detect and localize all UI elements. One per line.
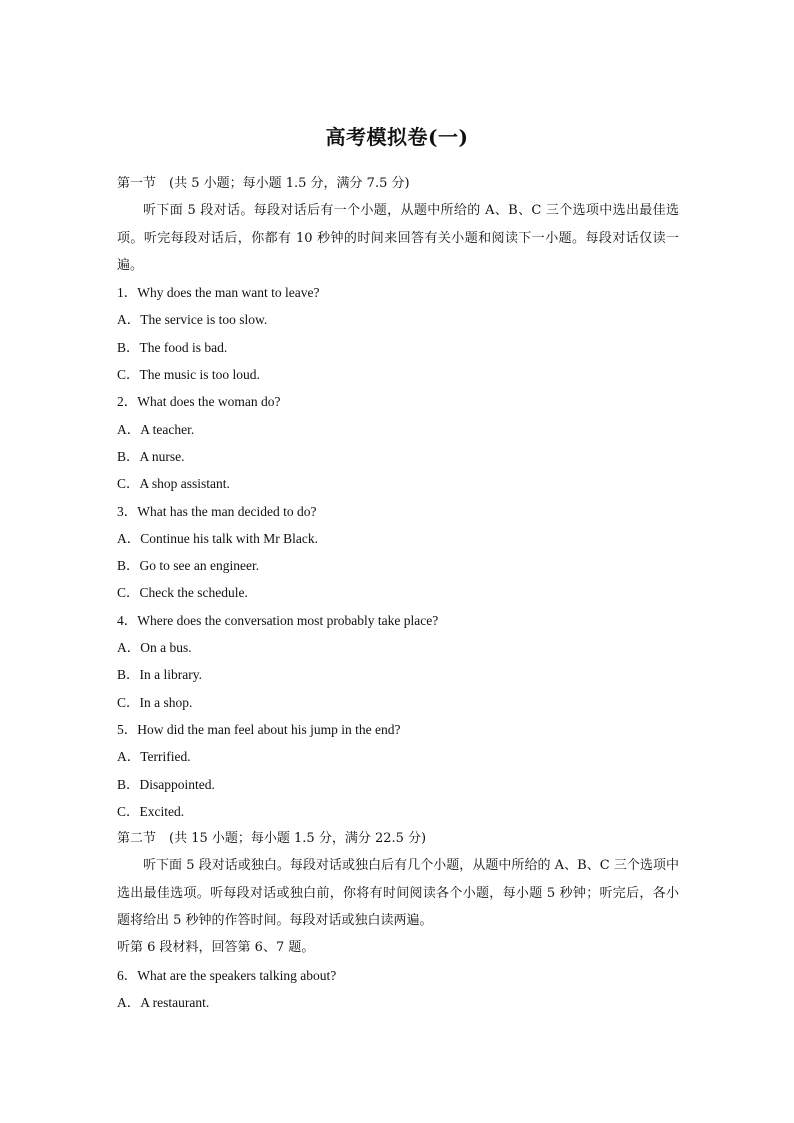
option-c: C．A shop assistant.: [117, 476, 230, 492]
question-6: [117, 962, 679, 1017]
question-1: [117, 279, 679, 388]
option-a: A．Terrified.: [117, 749, 191, 765]
question-2: [117, 388, 679, 497]
option-c: C．Excited.: [117, 803, 185, 819]
option-a: A．On a bus.: [117, 640, 192, 656]
question-stem: 6．What are the speakers talking about?: [117, 967, 337, 983]
section-2-instructions: 听下面 5 段对话或独白。每段对话或独白后有几个小题，从题中所给的 A、B、C 三个选项中选出最佳选项。听每段对话或独白前，你将有时间阅读各个小题，每小题 5 秒钟；听完后，各小题将给出 5 秒钟的作答时间。每段对话或独白读两遍。: [117, 858, 679, 929]
section-1-instructions: 听下面 5 段对话。每段对话后有一个小题，从题中所给的 A、B、C 三个选项中选出最佳选项。听完每段对话后，你都有 10 秒钟的时间来回答有关小题和阅读下一小题。每段对话仅读一遍。: [117, 203, 679, 273]
question-stem: 4．Where does the conversation most probably take place?: [117, 612, 439, 628]
option-a: A．Continue his talk with Mr Black.: [117, 530, 318, 546]
question-5: [117, 716, 679, 825]
option-b: B．In a library.: [117, 667, 202, 683]
option-b: B．The food is bad.: [117, 339, 228, 355]
option-c: C．The music is too loud.: [117, 367, 260, 383]
material-note: 听第 6 段材料，回答第 6、7 题。: [117, 940, 315, 956]
section-1-heading: 第一节 (共 5 小题；每小题 1.5 分，满分 7.5 分): [117, 176, 410, 191]
section-2-heading: 第二节 (共 15 小题；每小题 1.5 分，满分 22.5 分): [117, 831, 427, 847]
exam-content: [117, 170, 679, 1016]
page-title: 高考模拟卷(一): [325, 125, 469, 149]
option-a: A．The service is too slow.: [117, 312, 268, 328]
question-4: [117, 607, 679, 716]
question-stem: 3．What has the man decided to do?: [117, 503, 317, 519]
option-b: B．A nurse.: [117, 448, 185, 464]
question-stem: 5．How did the man feel about his jump in the end?: [117, 721, 401, 737]
option-a: A．A restaurant.: [117, 994, 210, 1010]
option-c: C．In a shop.: [117, 694, 193, 710]
question-stem: 2．What does the woman do?: [117, 394, 281, 410]
option-a: A．A teacher.: [117, 421, 195, 437]
option-b: B．Go to see an engineer.: [117, 558, 260, 574]
option-c: C．Check the schedule.: [117, 585, 248, 601]
option-b: B．Disappointed.: [117, 776, 215, 792]
question-stem: 1．Why does the man want to leave?: [117, 285, 320, 301]
question-3: [117, 498, 679, 607]
